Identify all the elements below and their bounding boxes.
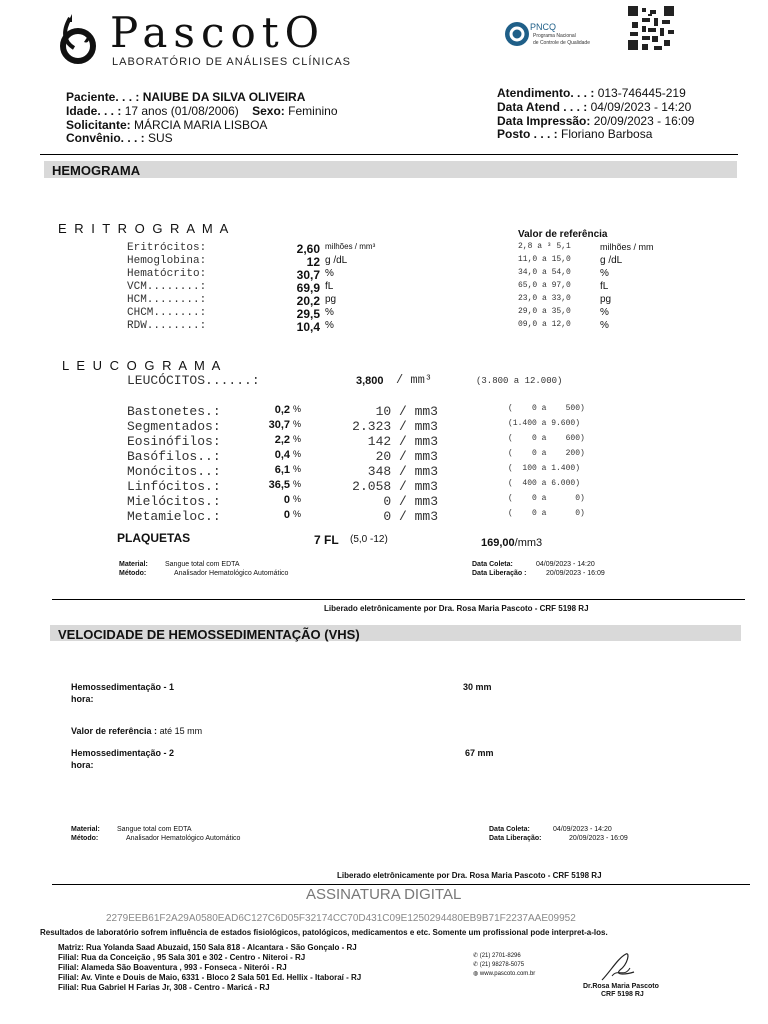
- leuco-ref: ( 0 a 0): [508, 509, 585, 518]
- leuco-label: Segmentados:: [127, 419, 221, 434]
- eritro-ref: 11,0 a 15,0: [518, 255, 571, 264]
- eritro-label: Hemoglobina:: [127, 255, 207, 267]
- leuco-pct: 2,2: [274, 434, 290, 446]
- leuco-ref: ( 400 a 6.000): [508, 479, 581, 488]
- service-date-row: [497, 100, 691, 114]
- phone-row-1: [473, 952, 521, 959]
- leuco-ref: ( 0 a 600): [508, 434, 585, 443]
- eritro-label: HCM........:: [127, 294, 207, 306]
- eritro-label: Eritrócitos:: [127, 242, 207, 254]
- material: Sangue total com EDTA: [165, 561, 240, 568]
- eritro-unit: %: [325, 320, 334, 331]
- eritro-unit: fL: [325, 281, 334, 292]
- leuco-abs: 2.058 / mm3: [352, 479, 438, 494]
- leuco-pct-sign: %: [293, 404, 302, 414]
- eritro-unit: %: [325, 307, 334, 318]
- phone-2: (21) 98278-5075: [479, 962, 525, 968]
- material-label: Material:: [119, 561, 148, 568]
- lab-logo-icon: [52, 12, 102, 64]
- vhs-released-by: Liberado eletrônicamente por Dra. Rosa Maria Pascoto - CRF 5198 RJ: [337, 871, 602, 880]
- lab-subtitle: LABORATÓRIO DE ANÁLISES CLÍNICAS: [112, 56, 352, 68]
- eritro-ref-unit: fL: [600, 281, 609, 292]
- eritro-label: RDW........:: [127, 320, 207, 332]
- requester: MÁRCIA MARIA LISBOA: [134, 118, 268, 132]
- insurance-label: Convênio. . . :: [66, 131, 145, 145]
- release-date-label: Data Liberação :: [472, 570, 527, 577]
- leuco-ref: ( 0 a 500): [508, 404, 585, 413]
- whatsapp-icon: ✆: [473, 962, 479, 968]
- address-line: Filial: Rua Gabriel H Farias Jr, 308 - Centro - Maricá - RJ: [58, 983, 270, 992]
- eritro-ref-unit: pg: [600, 294, 612, 305]
- patient-age-row: [66, 104, 338, 118]
- vhs2-label: Hemossedimentação - 2: [71, 748, 175, 758]
- eritro-value: 69,9: [296, 281, 320, 295]
- print-date: 20/09/2023 - 16:09: [593, 114, 695, 128]
- phone-icon: ✆: [473, 953, 479, 959]
- leuco-pct: 0: [283, 494, 290, 506]
- signature-scribble-icon: [598, 950, 638, 984]
- service-date: 04/09/2023 - 14:20: [590, 100, 692, 114]
- service-number: 013-746445-219: [597, 86, 686, 100]
- eritro-ref: 65,0 a 97,0: [518, 281, 571, 290]
- eritro-value: 29,5: [296, 307, 320, 321]
- address-line: Filial: Av. Vinte e Douis de Maio, 6331 - Bloco 2 Sala 501 Ed. Hellix - Itaboraí - RJ: [58, 973, 362, 982]
- service-label: Atendimento. . . :: [497, 86, 595, 100]
- vhs-ref-label: Valor de referência :: [71, 726, 158, 736]
- print-date-label: Data Impressão:: [497, 114, 591, 128]
- digital-signature-title: ASSINATURA DIGITAL: [306, 886, 462, 903]
- platelets-value: 169,00: [481, 537, 515, 549]
- insurance: SUS: [148, 131, 173, 145]
- leuco-label: Bastonetes.:: [127, 404, 221, 419]
- leuco-abs: 348 / mm3: [367, 464, 438, 479]
- leuco-ref: ( 100 a 1.400): [508, 464, 581, 473]
- eritro-ref-unit: %: [600, 320, 609, 331]
- patient-name-label: Paciente. . . :: [66, 90, 140, 104]
- leuco-pct: 30,7: [268, 419, 290, 431]
- vhs1-label: Hemossedimentação - 1: [71, 682, 175, 692]
- service-row: [497, 86, 686, 100]
- eritro-label: Hematócrito:: [127, 268, 207, 280]
- pncq-sub2: de Controle de Qualidade: [533, 40, 590, 46]
- vhs1-value: 30 mm: [463, 682, 492, 692]
- eritro-value: 20,2: [296, 294, 320, 308]
- website-link[interactable]: www.pascoto.com.br: [479, 971, 536, 977]
- method: Analisador Hematológico Automático: [174, 570, 289, 577]
- eritro-value: 2,60: [296, 242, 320, 256]
- collect-date: 04/09/2023 - 14:20: [536, 561, 595, 568]
- header-divider: [40, 154, 738, 155]
- leuco-label: Metamieloc.:: [127, 509, 221, 524]
- vhs-method-label: Método:: [71, 835, 99, 842]
- leuco-ref: ( 0 a 200): [508, 449, 585, 458]
- vhs-release: 20/09/2023 - 16:09: [569, 835, 628, 842]
- disclaimer: Resultados de laboratório sofrem influência de estados fisiológicos, patológicos, medicamentos e etc. Somente um profissional pode interpret-a-los.: [40, 928, 608, 937]
- eritro-label: VCM........:: [127, 281, 207, 293]
- reference-title: Valor de referência: [518, 229, 608, 240]
- section-hemograma: HEMOGRAMA: [44, 161, 737, 178]
- address-line: Filial: Alameda São Boaventura , 993 - Fonseca - Niterói - RJ: [58, 963, 287, 972]
- eritro-value: 10,4: [296, 320, 320, 334]
- leukocytes-label: LEUCÓCITOS......:: [127, 373, 260, 388]
- leuco-ref: (1.400 a 9.600): [508, 419, 581, 428]
- eritro-ref-unit: %: [600, 307, 609, 318]
- qr-code-icon: [628, 6, 674, 50]
- release-date: 20/09/2023 - 16:09: [546, 570, 605, 577]
- lab-brand: PascotO: [110, 8, 326, 57]
- platelets-unit: /mm3: [514, 537, 543, 549]
- pncq-label: PNCQ: [530, 22, 557, 32]
- service-date-label: Data Atend . . . :: [497, 100, 588, 114]
- phone-row-2: [473, 961, 524, 968]
- leucograma-title: L E U C O G R A M A: [62, 358, 223, 373]
- patient-sex-label: Sexo:: [252, 104, 285, 118]
- leuco-label: Basófilos..:: [127, 449, 221, 464]
- eritro-unit: %: [325, 268, 334, 279]
- released-by: Liberado eletrônicamente por Dra. Rosa Maria Pascoto - CRF 5198 RJ: [324, 604, 589, 613]
- patient-name: NAIUBE DA SILVA OLIVEIRA: [142, 90, 306, 104]
- patient-name-row: [66, 90, 305, 104]
- leuco-pct-sign: %: [293, 494, 302, 504]
- eritro-value: 30,7: [296, 268, 320, 282]
- vhs-material-label: Material:: [71, 826, 100, 833]
- method-label: Método:: [119, 570, 147, 577]
- leuco-abs: 0 / mm3: [383, 494, 438, 509]
- pncq-logo-icon: [503, 20, 531, 48]
- vhs-collect: 04/09/2023 - 14:20: [553, 826, 612, 833]
- address-line: Matriz: Rua Yolanda Saad Abuzaid, 150 Sala 818 - Alcantara - São Gonçalo - RJ: [58, 943, 357, 952]
- leuco-abs: 2.323 / mm3: [352, 419, 438, 434]
- leuco-pct-sign: %: [293, 509, 302, 519]
- phone-1: (21) 2701-8296: [479, 953, 521, 959]
- patient-age: 17 anos (01/08/2006): [124, 104, 239, 118]
- requester-label: Solicitante:: [66, 118, 131, 132]
- vhs-ref-value: até 15 mm: [159, 726, 203, 736]
- platelets-label: PLAQUETAS: [117, 531, 191, 545]
- leuco-pct-sign: %: [293, 434, 302, 444]
- post-label: Posto . . . :: [497, 127, 558, 141]
- vhs-release-label: Data Liberação:: [489, 835, 542, 842]
- leukocytes-ref: (3.800 a 12.000): [476, 376, 563, 386]
- patient-age-label: Idade. . . :: [66, 104, 122, 118]
- leuco-pct: 0,4: [274, 449, 290, 461]
- leuco-pct-sign: %: [293, 464, 302, 474]
- post-row: [497, 127, 652, 141]
- eritro-ref: 2,8 a ³ 5,1: [518, 242, 571, 251]
- vhs-collect-label: Data Coleta:: [489, 826, 530, 833]
- address-line: Filial: Rua da Conceição , 95 Sala 301 e 302 - Centro - Niteroi - RJ: [58, 953, 306, 962]
- print-date-row: [497, 114, 694, 128]
- platelets-fl-ref: (5,0 -12): [350, 534, 388, 545]
- eritrograma-title: E R I T R O G R A M A: [58, 221, 231, 236]
- requester-row: [66, 118, 267, 132]
- platelets-fl: 7 FL: [314, 533, 339, 547]
- collect-date-label: Data Coleta:: [472, 561, 513, 568]
- vhs2-hora: hora:: [71, 760, 94, 770]
- eritro-ref-unit: milhões / mm: [600, 242, 654, 252]
- eritro-ref: 09,0 a 12,0: [518, 320, 571, 329]
- vhs-divider: [52, 884, 750, 885]
- eritro-unit: g /dL: [325, 255, 348, 266]
- platelets-value-row: [481, 537, 542, 549]
- leuco-ref: ( 0 a 0): [508, 494, 585, 503]
- section-vhs: VELOCIDADE DE HEMOSSEDIMENTAÇÃO (VHS): [50, 625, 741, 641]
- pncq-sub1: Programa Nacional: [533, 33, 576, 39]
- website-row: [473, 970, 535, 977]
- hemograma-divider: [52, 599, 745, 600]
- vhs1-hora: hora:: [71, 694, 94, 704]
- leuco-label: Eosinófilos:: [127, 434, 221, 449]
- leuco-label: Mielócitos.:: [127, 494, 221, 509]
- leuco-pct: 0: [283, 509, 290, 521]
- signer-name: Dr.Rosa Maria Pascoto: [583, 983, 659, 990]
- vhs-ref-row: [71, 726, 202, 736]
- vhs-material: Sangue total com EDTA: [117, 826, 192, 833]
- eritro-ref: 29,0 a 35,0: [518, 307, 571, 316]
- eritro-unit: milhões / mm³: [325, 242, 376, 251]
- eritro-unit: pg: [325, 294, 337, 305]
- leuco-label: Linfócitos.:: [127, 479, 221, 494]
- leuco-pct: 0,2: [274, 404, 290, 416]
- leuco-abs: 142 / mm3: [367, 434, 438, 449]
- patient-sex: Feminino: [288, 104, 338, 118]
- eritro-ref-unit: g /dL: [600, 255, 623, 266]
- leuco-pct-sign: %: [293, 419, 302, 429]
- leukocytes-value: 3,800: [356, 375, 384, 387]
- leuco-abs: 10 / mm3: [375, 404, 438, 419]
- vhs2-value: 67 mm: [465, 748, 494, 758]
- globe-icon: ◍: [473, 971, 479, 977]
- signer-crf: CRF 5198 RJ: [601, 991, 644, 998]
- leuco-pct-sign: %: [293, 449, 302, 459]
- leuco-pct: 36,5: [268, 479, 290, 491]
- leuco-label: Monócitos..:: [127, 464, 221, 479]
- leuco-pct: 6,1: [274, 464, 290, 476]
- leuco-pct-sign: %: [293, 479, 302, 489]
- post: Floriano Barbosa: [561, 127, 653, 141]
- leuco-abs: 20 / mm3: [375, 449, 438, 464]
- eritro-ref: 34,0 a 54,0: [518, 268, 571, 277]
- leukocytes-unit: / mm³: [396, 373, 433, 387]
- eritro-ref-unit: %: [600, 268, 609, 279]
- eritro-ref: 23,0 a 33,0: [518, 294, 571, 303]
- vhs-method: Analisador Hematológico Automático: [126, 835, 241, 842]
- eritro-label: CHCM.......:: [127, 307, 207, 319]
- signature-hash: 2279EEB61F2A29A0580EAD6C127C6D05F32174CC70D431C09E1250294480EB9B71F2237AAE09952: [106, 913, 576, 924]
- eritro-value: 12: [306, 255, 320, 269]
- insurance-row: [66, 131, 173, 145]
- leuco-abs: 0 / mm3: [383, 509, 438, 524]
